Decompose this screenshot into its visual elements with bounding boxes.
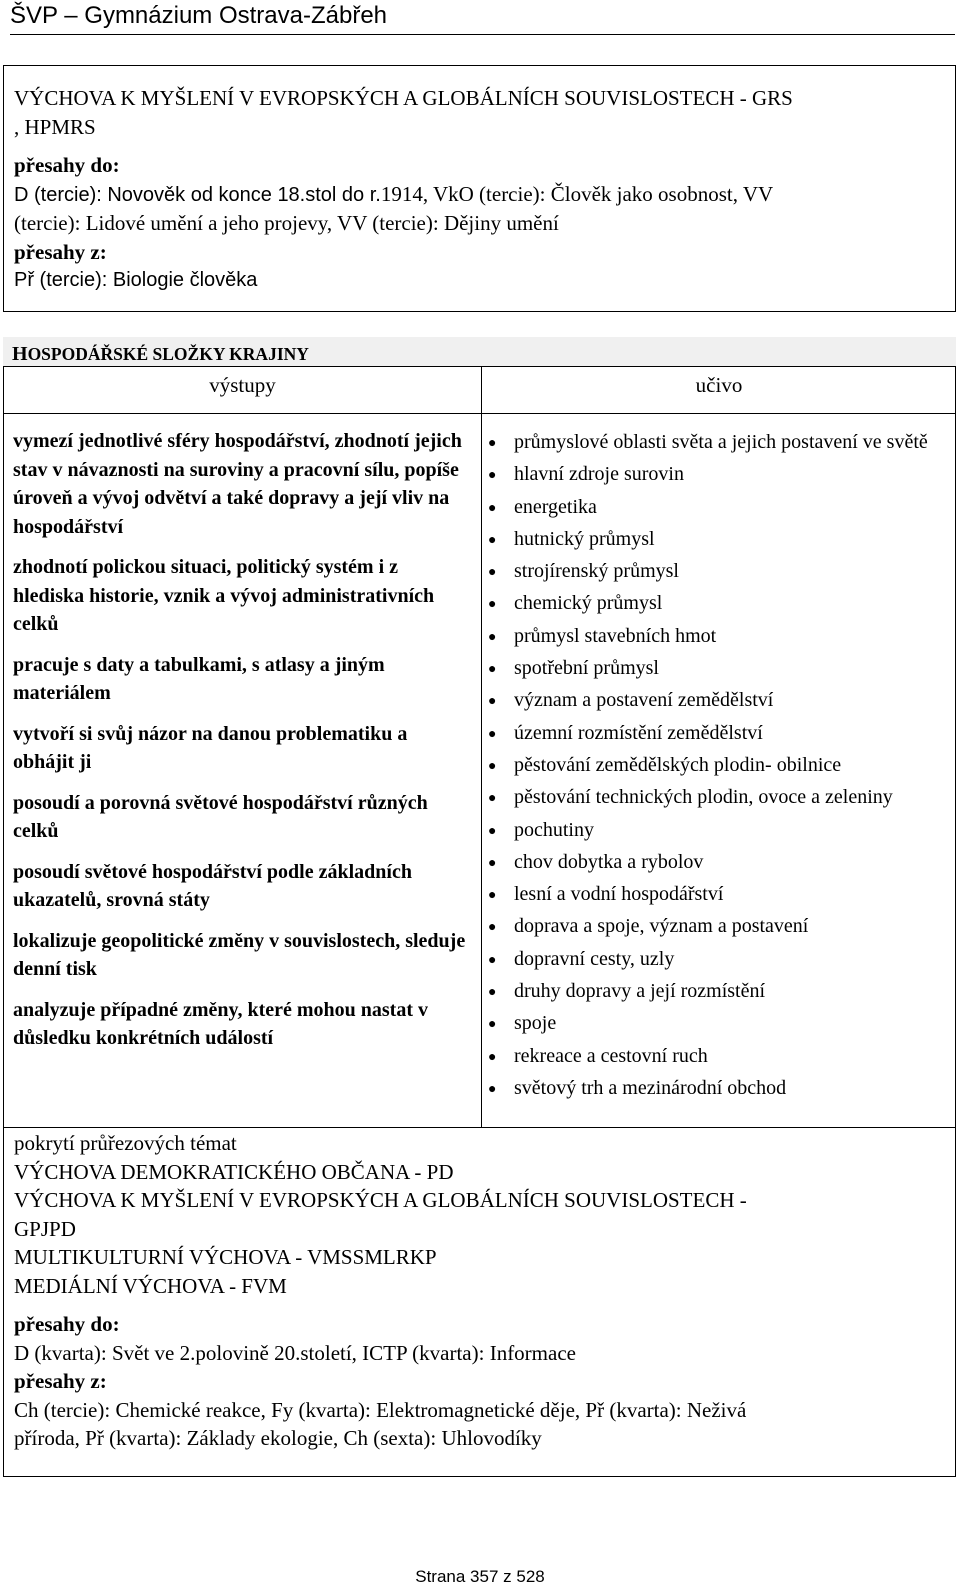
column-header-outcomes: výstupy <box>209 373 276 397</box>
bottom-info-box <box>3 1127 956 1477</box>
page-number: Strana 357 z 528 <box>415 1567 545 1586</box>
content-item: ● rekreace a cestovní ruch <box>488 1041 948 1073</box>
theme-line: GPJPD <box>14 1216 76 1241</box>
overlaps-to-text-a: D (tercie): Novověk od konce 18.stol do r. <box>14 183 381 206</box>
outcomes-list <box>13 427 473 1065</box>
overlaps-from-label: přesahy z: <box>14 239 107 264</box>
outcome-item: zhodnotí polickou situaci, politický systém i z hlediska historie, vznik a vývoj administrativních celků <box>13 556 435 635</box>
content-item: ● průmyslové oblasti světa a jejich postavení ve světě <box>488 427 948 459</box>
theme-line: MEDIÁLNÍ VÝCHOVA - FVM <box>14 1273 287 1298</box>
curriculum-table <box>3 366 956 1128</box>
bullet-icon: ● <box>488 468 497 484</box>
outcome-item: vytvoří si svůj názor na danou problematiku a obhájit ji <box>13 722 408 773</box>
bullet-icon: ● <box>488 532 497 548</box>
column-header-content: učivo <box>695 373 743 397</box>
outcome-item: vymezí jednotlivé sféry hospodářství, zhodnotí jejich stav v návaznosti na suroviny a pracovní sílu, popíše úroveň a vývoj odvětví a také dopravy a její vliv na hospodářství <box>13 430 462 538</box>
bullet-icon: ● <box>488 694 497 710</box>
content-item: ● chemický průmysl <box>488 588 948 620</box>
overlaps-from-text: příroda, Př (kvarta): Základy ekologie, Ch (sexta): Uhlovodíky <box>14 1426 542 1450</box>
overlaps-to-label: přesahy do: <box>14 153 120 177</box>
overlaps-from-text: Ch (tercie): Chemické reakce, Fy (kvarta): Elektromagnetické děje, Př (kvarta): Neživá <box>14 1397 747 1422</box>
bullet-icon: ● <box>488 888 497 904</box>
document-title: ŠVP – Gymnázium Ostrava-Zábřeh <box>10 2 388 29</box>
section-heading-initial: H <box>12 343 28 365</box>
outcome-item: pracuje s daty a tabulkami, s atlasy a jiným materiálem <box>13 653 385 704</box>
outcome-item: posoudí světové hospodářství podle základních ukazatelů, srovná státy <box>13 860 412 911</box>
coverage-label: pokrytí průřezových témat <box>14 1131 237 1155</box>
overlaps-from-text: Př (tercie): Biologie člověka <box>14 269 258 291</box>
section-heading-rest: OSPODÁŘSKÉ SLOŽKY KRAJINY <box>27 344 309 364</box>
bullet-icon: ● <box>488 500 497 516</box>
content-item: ● dopravní cesty, uzly <box>488 944 948 976</box>
bullet-icon: ● <box>488 985 497 1001</box>
content-item: ● strojírenský průmysl <box>488 556 948 588</box>
content-item: ● hutnický průmysl <box>488 524 948 556</box>
outcome-item: posoudí a porovná světové hospodářství různých celků <box>13 791 428 842</box>
content-item: ● pochutiny <box>488 815 948 847</box>
content-item: ● spotřební průmysl <box>488 653 948 685</box>
outcome-item: lokalizuje geopolitické změny v souvislostech, sleduje denní tisk <box>13 929 466 980</box>
theme-line: VÝCHOVA K MYŠLENÍ V EVROPSKÝCH A GLOBÁLNÍCH SOUVISLOSTECH - <box>14 1188 747 1212</box>
theme-line: , HPMRS <box>14 114 96 139</box>
bullet-icon: ● <box>488 597 497 613</box>
content-item: ● spoje <box>488 1008 948 1040</box>
bullet-icon: ● <box>488 1017 497 1033</box>
content-item: ● pěstování zemědělských plodin- obilnice <box>488 750 948 782</box>
header-divider <box>4 413 955 414</box>
overlaps-to-label: přesahy do: <box>14 1312 120 1336</box>
content-item: ● pěstování technických plodin, ovoce a zeleniny <box>488 782 948 814</box>
content-list <box>488 427 948 1105</box>
bullet-icon: ● <box>488 436 497 451</box>
bullet-icon: ● <box>488 1049 497 1065</box>
content-item: ● světový trh a mezinárodní obchod <box>488 1073 948 1105</box>
bullet-icon: ● <box>488 823 497 839</box>
bullet-icon: ● <box>488 565 497 581</box>
content-item: ● průmysl stavebních hmot <box>488 621 948 653</box>
overlaps-to-text <box>14 180 945 210</box>
content-item: ● energetika <box>488 492 948 524</box>
section-heading <box>12 343 309 366</box>
header-rule <box>10 34 955 35</box>
theme-line: VÝCHOVA DEMOKRATICKÉHO OBČANA - PD <box>14 1159 454 1184</box>
theme-line: VÝCHOVA K MYŠLENÍ V EVROPSKÝCH A GLOBÁLNÍCH SOUVISLOSTECH - GRS <box>14 86 793 110</box>
theme-line: MULTIKULTURNÍ VÝCHOVA - VMSSMLRKP <box>14 1245 437 1269</box>
bullet-icon: ● <box>488 920 497 936</box>
overlaps-to-text-b: 1914, VkO (tercie): Člověk jako osobnost, VV <box>380 181 774 206</box>
bullet-icon: ● <box>488 855 497 871</box>
content-item: ● chov dobytka a rybolov <box>488 847 948 879</box>
bullet-icon: ● <box>488 662 497 678</box>
content-item: ● význam a postavení zemědělství <box>488 685 948 717</box>
bullet-icon: ● <box>488 758 497 774</box>
bullet-icon: ● <box>488 629 497 645</box>
overlaps-to-text: (tercie): Lidové umění a jeho projevy, VV (tercie): Dějiny umění <box>14 211 559 235</box>
outcome-item: analyzuje případné změny, které mohou nastat v důsledku konkrétních událostí <box>13 998 428 1049</box>
content-item: ● územní rozmístění zemědělství <box>488 718 948 750</box>
content-item: ● druhy dopravy a její rozmístění <box>488 976 948 1008</box>
bullet-icon: ● <box>488 1081 497 1097</box>
column-divider <box>481 367 482 1127</box>
overlaps-from-label: přesahy z: <box>14 1369 107 1393</box>
content-item: ● hlavní zdroje surovin <box>488 459 948 491</box>
bullet-icon: ● <box>488 726 497 742</box>
top-info-box <box>3 65 956 312</box>
content-item: ● lesní a vodní hospodářství <box>488 879 948 911</box>
overlaps-to-text: D (kvarta): Svět ve 2.polovině 20.století, ICTP (kvarta): Informace <box>14 1340 576 1365</box>
content-item: ● doprava a spoje, význam a postavení <box>488 911 948 943</box>
bullet-icon: ● <box>488 791 497 807</box>
bullet-icon: ● <box>488 952 497 968</box>
